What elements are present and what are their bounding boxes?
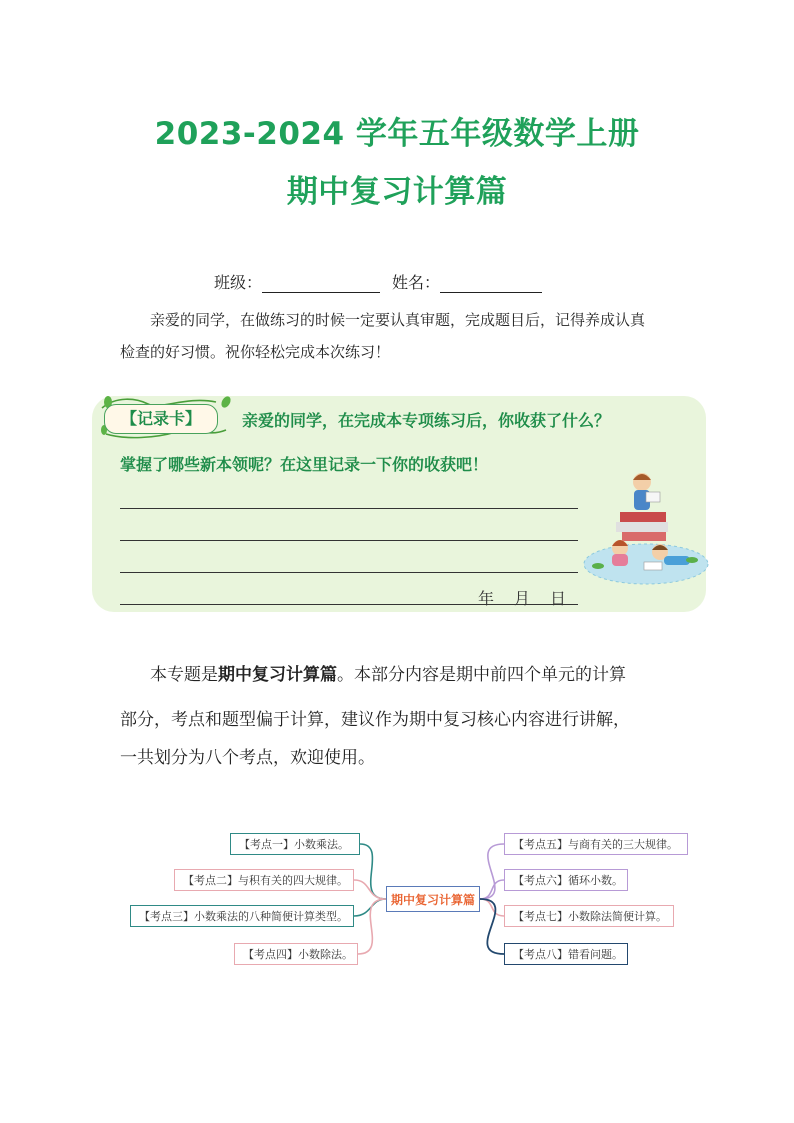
mindmap-point-4: 【考点四】小数除法。 <box>234 943 358 965</box>
body-line-1-post: 。本部分内容是期中前四个单元的计算 <box>337 665 626 685</box>
mindmap-point-3: 【考点三】小数乘法的八种简便计算类型。 <box>130 905 354 927</box>
intro-line-1: 亲爱的同学，在做练习的时候一定要认真审题，完成题目后，记得养成认真 <box>150 311 646 329</box>
mindmap-point-5: 【考点五】与商有关的三大规律。 <box>504 833 688 855</box>
mindmap-point-6: 【考点六】循环小数。 <box>504 869 628 891</box>
name-label: 姓名： <box>392 273 441 292</box>
title-line-1: 2023-2024 学年五年级数学上册 <box>154 116 640 152</box>
intro-line-2: 检查的好习惯。祝你轻松完成本次练习！ <box>120 343 391 361</box>
body-line-2: 部分，考点和题型偏于计算，建议作为期中复习核心内容进行讲解， <box>120 710 630 730</box>
date-month-label: 月 <box>514 589 531 608</box>
mindmap-point-8: 【考点八】错看问题。 <box>504 943 628 965</box>
date-year-label: 年 <box>478 589 495 608</box>
mindmap-point-7: 【考点七】小数除法简便计算。 <box>504 905 674 927</box>
record-card-tag: 【记录卡】 <box>104 404 218 434</box>
body-line-1-pre: 本专题是 <box>150 665 218 685</box>
mindmap-point-1: 【考点一】小数乘法。 <box>230 833 360 855</box>
mindmap-center: 期中复习计算篇 <box>386 886 480 912</box>
body-line-3: 一共划分为八个考点，欢迎使用。 <box>120 748 375 768</box>
title-line-2: 期中复习计算篇 <box>286 174 508 210</box>
record-card-line-2: 掌握了哪些新本领呢？在这里记录一下你的收获吧！ <box>120 455 489 474</box>
date-day-label: 日 <box>550 589 567 608</box>
body-line-1-bold: 期中复习计算篇 <box>218 665 337 685</box>
class-label: 班级： <box>214 273 263 292</box>
record-card-line-1: 亲爱的同学，在完成本专项练习后，你收获了什么？ <box>242 411 611 430</box>
mindmap-point-2: 【考点二】与积有关的四大规律。 <box>174 869 354 891</box>
